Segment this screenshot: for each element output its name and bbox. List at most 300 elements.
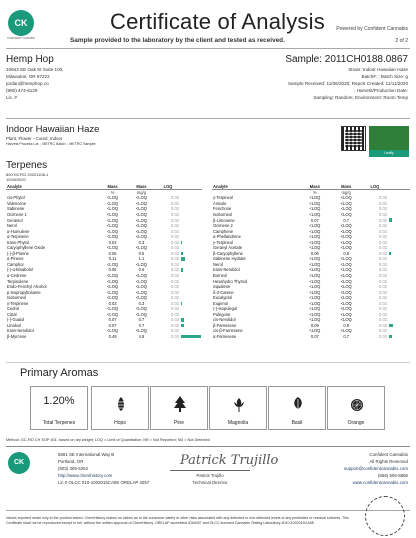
mass-pct-cell: <LOQ — [309, 284, 321, 290]
mass-pct-cell: <LOQ — [309, 206, 321, 212]
mass-pct-cell: <LOQ — [107, 306, 119, 312]
loq-cell: 0.02 — [171, 267, 179, 273]
mass-mg-cell: <LOQ — [135, 245, 147, 251]
mass-mg-cell: <LOQ — [340, 311, 352, 317]
loq-cell: 0.02 — [379, 311, 387, 317]
loq-cell: 0.02 — [379, 250, 387, 256]
client-email: jordan@hemphop.co — [6, 81, 49, 86]
loq-cell: 0.02 — [379, 267, 387, 273]
mass-pct-cell: <LOQ — [107, 228, 119, 234]
table-row — [212, 251, 410, 257]
orange-icon — [350, 396, 364, 412]
aroma-magnolia — [209, 386, 267, 430]
cc-email-link[interactable]: support@confidentcannabis.com — [343, 466, 408, 471]
mass-mg-cell: <LOQ — [340, 284, 352, 290]
client-address: 10843 SE Oak St Suite 100, — [6, 67, 64, 72]
column-header: Mass — [299, 184, 330, 190]
mass-pct-cell: 0.49 — [108, 334, 117, 340]
mass-mg-cell: <LOQ — [340, 234, 352, 240]
bar-cell — [388, 334, 410, 340]
mass-pct-cell: <LOQ — [107, 223, 119, 229]
sample-sampling: Sampling: Random; Environment: Room Temp — [313, 95, 408, 100]
loq-cell: 0.02 — [171, 195, 179, 201]
mass-pct-cell: <LOQ — [309, 273, 321, 279]
table-row — [6, 334, 202, 340]
hops-icon — [114, 396, 128, 412]
sample-strain: Strain: Indoor Hawaiian Haze — [348, 67, 408, 72]
mass-pct-cell: <LOQ — [107, 289, 119, 295]
mass-pct-cell: <LOQ — [309, 261, 321, 267]
mass-mg-cell: <LOQ — [340, 228, 352, 234]
divider — [6, 118, 410, 119]
loq-cell: 0.02 — [171, 322, 179, 328]
column-header: Analyte — [212, 184, 299, 190]
level-bar — [181, 241, 182, 244]
signer-name: Patrick Trujillo — [196, 473, 224, 478]
mass-mg-cell: <LOQ — [135, 228, 147, 234]
analyte-cell: β-Myrcene — [7, 334, 27, 340]
total-terpenes-label: Total Terpenes — [42, 420, 76, 426]
loq-cell: 0.02 — [171, 278, 179, 284]
mass-pct-cell: <LOQ — [309, 289, 321, 295]
analyte-cell: α-Humulene — [7, 228, 30, 234]
loq-cell: 0.02 — [379, 234, 387, 240]
mass-mg-cell: <LOQ — [135, 206, 147, 212]
analyte-cell: Borneol — [213, 273, 228, 279]
mass-pct-cell: 0.07 — [310, 217, 319, 223]
mass-pct-cell: <LOQ — [309, 328, 321, 334]
mass-pct-cell: <LOQ — [107, 195, 119, 201]
mass-pct-cell: <LOQ — [107, 200, 119, 206]
page-subtitle: Sample provided to the laboratory by the client and tested as received. — [70, 37, 285, 44]
mass-mg-cell: 0.6 — [343, 250, 350, 256]
level-bar — [181, 318, 184, 321]
mass-mg-cell: <LOQ — [340, 317, 352, 323]
level-bar — [389, 218, 392, 221]
loq-cell: 0.02 — [379, 206, 387, 212]
level-bar — [389, 335, 392, 338]
loq-cell: 0.02 — [171, 289, 179, 295]
analyte-cell: Camphor — [7, 261, 24, 267]
mass-mg-cell: 0.7 — [343, 217, 350, 223]
mass-pct-cell: <LOQ — [107, 234, 119, 240]
loq-cell: 0.02 — [379, 245, 387, 251]
analyte-cell: Ocimene 2 — [213, 223, 233, 229]
lab-phone: (503) 305-5252 — [58, 466, 89, 471]
loq-cell: 0.02 — [379, 239, 387, 245]
aroma-basil — [268, 386, 326, 430]
analyte-cell: Camphene — [213, 228, 234, 234]
loq-cell: 0.02 — [379, 278, 387, 284]
analyte-cell: (-)-Guaiol — [7, 317, 25, 323]
table-row — [212, 278, 410, 284]
analyte-cell: (-)-β-Pinene — [7, 250, 29, 256]
analyte-cell: p-Isopropyltoluene — [7, 289, 41, 295]
lab-logo-caption: CONFIDENT CANNABIS — [6, 37, 35, 40]
loq-cell: 0.02 — [379, 300, 387, 306]
client-name: Hemp Hop — [6, 54, 54, 65]
loq-cell: 0.02 — [171, 245, 179, 251]
loq-cell: 0.02 — [171, 273, 179, 279]
column-header: LOQ — [156, 184, 180, 190]
loq-cell: 0.02 — [379, 295, 387, 301]
mass-mg-cell: <LOQ — [135, 217, 147, 223]
analyte-cell: δ-3-Carene — [213, 289, 234, 295]
analyte-cell: α-Cedrene — [7, 273, 27, 279]
mass-mg-cell: 1.1 — [138, 256, 145, 262]
loq-cell: 0.02 — [379, 322, 387, 328]
mass-mg-cell: <LOQ — [340, 267, 352, 273]
divider — [6, 446, 410, 447]
mass-mg-cell: <LOQ — [340, 300, 352, 306]
analyte-cell: (-)-α-Bisabolol — [7, 267, 33, 273]
loq-cell: 0.02 — [171, 223, 179, 229]
mass-mg-cell: <LOQ — [340, 278, 352, 284]
analyte-cell: α-Terpinene — [7, 234, 29, 240]
cc-website-link[interactable]: www.confidentcannabis.com — [352, 480, 408, 485]
loq-cell: 0.02 — [379, 284, 387, 290]
analyte-cell: Geranyl Acetate — [213, 245, 243, 251]
loq-cell: 0.02 — [171, 212, 179, 217]
analyte-cell: trans-Nerolidol — [213, 267, 240, 273]
analyte-cell: Valencene — [7, 200, 27, 206]
loq-cell: 0.02 — [379, 228, 387, 234]
pine-icon — [173, 396, 187, 412]
mass-mg-cell: <LOQ — [340, 256, 352, 262]
mass-mg-cell: <LOQ — [340, 306, 352, 312]
mass-mg-cell: <LOQ — [135, 195, 147, 201]
loq-cell: 0.02 — [171, 328, 179, 334]
analyte-cell: Squalene — [213, 284, 231, 290]
analyte-cell: α-Farnesene — [213, 334, 237, 340]
loq-cell: 0.02 — [171, 250, 179, 256]
mass-pct-cell: <LOQ — [309, 256, 321, 262]
mass-pct-cell: <LOQ — [309, 239, 321, 245]
sample-dates: Sample Received: 11/06/2020; Report Created: 11/11/2020 — [287, 81, 408, 86]
mass-mg-cell: 0.3 — [138, 239, 145, 245]
mass-mg-cell: <LOQ — [135, 261, 147, 267]
aroma-label: Magnolia — [227, 420, 249, 426]
mass-pct-cell: <LOQ — [107, 245, 119, 251]
analyte-cell: Sabinene — [7, 206, 25, 212]
mass-mg-cell: <LOQ — [340, 289, 352, 295]
mass-mg-cell: <LOQ — [135, 278, 147, 284]
divider — [6, 362, 410, 363]
loq-cell: 0.02 — [379, 217, 387, 223]
column-header: LOQ — [362, 184, 388, 190]
loq-cell: 0.02 — [379, 223, 387, 229]
mass-pct-cell: <LOQ — [107, 212, 119, 217]
total-terpenes-value: 1.20% — [43, 395, 75, 407]
total-terpenes-box — [30, 386, 88, 430]
test-code: 800 GCFID 20201108-1 — [6, 172, 49, 177]
loq-cell: 0.02 — [379, 195, 387, 201]
aroma-pine — [150, 386, 208, 430]
mass-mg-cell: <LOQ — [135, 328, 147, 334]
analyte-cell: Cedrol — [7, 306, 20, 312]
mass-mg-cell: <LOQ — [340, 200, 352, 206]
level-bar — [389, 324, 393, 327]
loq-cell: 0.02 — [171, 306, 179, 312]
aroma-label: Hops — [114, 420, 126, 426]
analyte-cell: Ocimene 1 — [7, 212, 27, 217]
analyte-cell: Anisole — [213, 200, 227, 206]
loq-cell: 0.02 — [379, 212, 387, 217]
cc-name: Confident Cannabis — [369, 452, 408, 457]
analyte-cell: cis-Phytol — [7, 195, 25, 201]
mass-pct-cell: <LOQ — [309, 306, 321, 312]
photo-badge: Leafly — [369, 150, 409, 157]
mass-mg-cell: 0.3 — [138, 300, 145, 306]
mass-pct-cell: <LOQ — [309, 267, 321, 273]
loq-cell: 0.02 — [171, 295, 179, 301]
mass-mg-cell: <LOQ — [135, 200, 147, 206]
analyte-cell: γ-Terpinene — [7, 300, 29, 306]
loq-cell: 0.02 — [171, 239, 179, 245]
loq-cell: 0.02 — [171, 228, 179, 234]
divider — [6, 510, 410, 511]
analyte-cell: Caryophyllene Oxide — [7, 245, 46, 251]
unit-cell: mg/g — [136, 190, 146, 196]
analyte-cell: γ-Terpineol — [213, 195, 234, 201]
mass-mg-cell: 0.7 — [343, 334, 350, 340]
lab-license: Lic.# OLCC 010-1002015CA5E ORELAP 4057 — [58, 480, 150, 485]
mass-pct-cell: <LOQ — [309, 195, 321, 201]
disclaimer: Values reported relate only to the product tested. ChemHistory makes no claims as to the consumer safety or other risks associated with any detected or non-detected levels of any pesticides or residual solvents. This Certificate shall not be reproduced except in full, without the written approval of ChemHistory. ORELAP accredited ID#4057 and OLCC licensed Cannabis Testing Laboratory #010-1002015CA5E. — [6, 516, 349, 525]
aroma-orange — [327, 386, 385, 430]
mass-pct-cell: <LOQ — [309, 300, 321, 306]
mass-mg-cell: <LOQ — [135, 306, 147, 312]
loq-cell: 0.02 — [171, 300, 179, 306]
mass-mg-cell: <LOQ — [340, 273, 352, 279]
mass-pct-cell: 0.06 — [310, 250, 319, 256]
loq-cell: 0.02 — [379, 256, 387, 262]
mass-mg-cell: <LOQ — [340, 195, 352, 201]
mass-pct-cell: 0.03 — [108, 239, 117, 245]
mass-mg-cell: 0.5 — [138, 250, 145, 256]
table-row — [212, 256, 410, 262]
mass-pct-cell: 0.09 — [310, 322, 319, 328]
mass-pct-cell: <LOQ — [309, 234, 321, 240]
analyte-cell: Geraniol — [7, 217, 23, 223]
loq-cell: 0.02 — [379, 200, 387, 206]
section-title: Terpenes — [6, 160, 48, 171]
loq-cell: 0.02 — [171, 234, 179, 240]
loq-cell: 0.02 — [171, 256, 179, 262]
mass-mg-cell: 0.7 — [138, 317, 145, 323]
mass-pct-cell: <LOQ — [309, 223, 321, 229]
divider — [6, 48, 410, 49]
analyte-cell: Endo-Fenchyl Alcohol — [7, 284, 47, 290]
level-bar — [181, 268, 183, 271]
page-number: 2 of 2 — [395, 38, 408, 44]
product-type: Plant, Flower - Cured, Indoor — [6, 136, 63, 141]
analyte-cell: Nerol — [213, 261, 223, 267]
lab-address: 5691 SE International Way B — [58, 452, 115, 457]
analyte-cell: trans-Phytol — [7, 239, 29, 245]
cc-phone: (866) 506-5866 — [377, 473, 408, 478]
column-header: Mass — [98, 184, 127, 190]
analyte-cell: Isoborneol — [213, 212, 233, 217]
mass-mg-cell: 4.9 — [138, 334, 145, 340]
level-bar — [181, 252, 183, 255]
mass-mg-cell: <LOQ — [340, 328, 352, 334]
loq-cell: 0.02 — [171, 217, 179, 223]
mass-mg-cell: <LOQ — [340, 223, 352, 229]
analyte-cell: β-Farnesene — [213, 322, 237, 328]
analyte-cell: α-Pinene — [7, 256, 24, 262]
accreditation-seal — [365, 496, 405, 536]
page-title: Certificate of Analysis — [110, 9, 325, 34]
analyte-cell: β-Limonene — [213, 217, 235, 223]
analyte-cell: Eucalyptol — [213, 295, 232, 301]
product-process: Harvest Process Lot: ; METRC Batch: ; METRC Sample: — [6, 142, 97, 146]
cc-rights: All Rights Reserved — [369, 459, 408, 464]
mass-pct-cell: <LOQ — [107, 206, 119, 212]
mass-mg-cell: <LOQ — [135, 289, 147, 295]
unit-cell: % — [110, 190, 115, 196]
mass-pct-cell: <LOQ — [107, 273, 119, 279]
analyte-cell: Hexahydro Thymol — [213, 278, 248, 284]
signature: Patrick Trujillo — [180, 453, 279, 468]
mass-mg-cell: <LOQ — [135, 223, 147, 229]
mass-pct-cell: <LOQ — [107, 284, 119, 290]
analyte-cell: Linalool — [7, 322, 22, 328]
mass-mg-cell: <LOQ — [340, 295, 352, 301]
loq-cell: 0.02 — [379, 261, 387, 267]
mass-mg-cell: <LOQ — [135, 212, 147, 217]
product-name: Indoor Hawaiian Haze — [6, 124, 100, 135]
mass-pct-cell: 0.06 — [108, 267, 117, 273]
mass-mg-cell: <LOQ — [340, 239, 352, 245]
mass-pct-cell: <LOQ — [309, 212, 321, 217]
mass-mg-cell: 0.9 — [343, 322, 350, 328]
mass-mg-cell: <LOQ — [135, 311, 147, 317]
analyte-cell: cis-β-Farnesene — [213, 328, 243, 334]
lab-logo-small: CK — [8, 452, 30, 474]
analyte-cell: Terpinolene — [7, 278, 29, 284]
mass-mg-cell: <LOQ — [135, 295, 147, 301]
loq-cell: 0.02 — [379, 317, 387, 323]
mass-pct-cell: <LOQ — [309, 317, 321, 323]
unit-cell: mg/g — [341, 190, 351, 196]
aroma-label: Basil — [291, 420, 303, 426]
mass-pct-cell: <LOQ — [107, 311, 119, 317]
loq-cell: 0.02 — [379, 306, 387, 312]
analyte-cell: (-)-Isopulegol — [213, 306, 238, 312]
signer-title: Technical Director — [192, 480, 228, 485]
aroma-label: Orange — [347, 420, 365, 426]
loq-cell: 0.02 — [171, 206, 179, 212]
method-note: Method: GC-FID CH SOP 401, based on dry weight; LOQ = Limit of Quantitation; NR = Not Reported; ND = Not Detected — [6, 438, 210, 442]
mass-pct-cell: 0.07 — [108, 322, 117, 328]
lab-city: Portland, OR — [58, 459, 84, 464]
basil-icon — [291, 396, 305, 412]
qr-code[interactable] — [341, 126, 366, 151]
analyte-cell: γ-Terpineol — [213, 239, 234, 245]
mass-pct-cell: <LOQ — [309, 245, 321, 251]
mass-pct-cell: <LOQ — [309, 200, 321, 206]
lab-website-link[interactable]: http://www.chemhistory.com — [58, 473, 113, 478]
analyte-cell: Pulegone — [213, 311, 231, 317]
analyte-cell: Fenchone — [213, 206, 232, 212]
mass-pct-cell: <LOQ — [309, 295, 321, 301]
mass-mg-cell: 0.6 — [138, 267, 145, 273]
loq-cell: 0.02 — [171, 200, 179, 206]
table-row — [212, 334, 410, 340]
mass-mg-cell: <LOQ — [135, 273, 147, 279]
powered-by: Powered by Confident Cannabis — [336, 26, 408, 32]
mass-pct-cell: <LOQ — [107, 328, 119, 334]
aroma-label: Pine — [173, 420, 184, 426]
loq-cell: 0.02 — [379, 334, 387, 340]
column-header: Mass — [127, 184, 156, 190]
table-row — [212, 328, 410, 334]
loq-cell: 0.02 — [171, 317, 179, 323]
client-license: Lic. # — [6, 95, 17, 100]
level-bar — [389, 252, 391, 255]
analyte-cell: Sabinene Hydrate — [213, 256, 246, 262]
mass-pct-cell: <LOQ — [309, 311, 321, 317]
mass-pct-cell: <LOQ — [309, 228, 321, 234]
analyte-cell: α-Phellandrene — [213, 234, 241, 240]
mass-pct-cell: 0.07 — [108, 317, 117, 323]
loq-cell: 0.02 — [379, 289, 387, 295]
client-city: Milwaukie, OR 97222 — [6, 74, 50, 79]
analyte-cell: Citral — [7, 311, 17, 317]
loq-cell: 0.02 — [379, 273, 387, 279]
bar-cell — [180, 334, 202, 340]
mass-pct-cell: <LOQ — [107, 278, 119, 284]
sample-batch: Batch#: ; Batch Size: g — [361, 74, 408, 79]
loq-cell: 0.02 — [171, 334, 179, 340]
terpene-table-left — [6, 184, 202, 339]
terpene-table-right — [212, 184, 410, 339]
mass-pct-cell: <LOQ — [107, 295, 119, 301]
test-date: 11/08/2020 — [6, 177, 26, 182]
product-photo — [369, 126, 409, 151]
level-bar — [181, 302, 182, 305]
loq-cell: 0.02 — [171, 311, 179, 317]
level-bar — [181, 257, 185, 260]
mass-pct-cell: 0.07 — [310, 334, 319, 340]
mass-mg-cell: 0.7 — [138, 322, 145, 328]
analyte-cell: Isoborneol — [7, 295, 27, 301]
mass-mg-cell: <LOQ — [340, 245, 352, 251]
mass-pct-cell: 0.03 — [108, 300, 117, 306]
analyte-cell: trans-Nerolidol — [7, 328, 34, 334]
sample-id: Sample: 2011CH0188.0867 — [285, 54, 408, 65]
unit-cell: % — [313, 190, 317, 196]
mass-pct-cell: 0.05 — [108, 250, 117, 256]
mass-pct-cell: 0.11 — [108, 256, 117, 262]
analyte-cell: β-Caryophyllene — [213, 250, 243, 256]
aromas-title: Primary Aromas — [20, 367, 99, 379]
mass-mg-cell: <LOQ — [340, 212, 352, 217]
lab-logo: CK — [8, 10, 34, 36]
magnolia-icon — [232, 396, 246, 412]
client-phone: (980) 474-6129 — [6, 88, 38, 93]
mass-pct-cell: <LOQ — [107, 217, 119, 223]
analyte-cell: cis-Nerolidol — [213, 317, 236, 323]
level-bar — [181, 324, 184, 327]
column-header: Mass — [331, 184, 362, 190]
loq-cell: 0.02 — [379, 328, 387, 334]
aroma-hops — [91, 386, 149, 430]
mass-mg-cell: <LOQ — [340, 206, 352, 212]
column-header: Analyte — [6, 184, 98, 190]
mass-mg-cell: <LOQ — [340, 261, 352, 267]
